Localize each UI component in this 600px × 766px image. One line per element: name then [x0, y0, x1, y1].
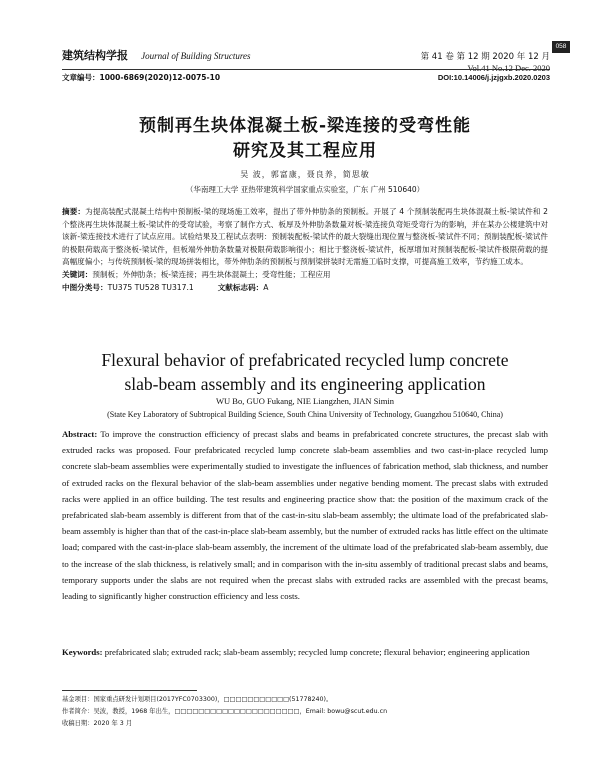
- page-badge: 058: [552, 41, 570, 53]
- title-en: [60, 348, 550, 396]
- abstract-cn-text: 为提高装配式混凝土结构中预制板-梁的现场施工效率，提出了带外伸肋条的预制板。开展了 4 个预制装配再生块体混凝土板-梁试件和 2 个整浇再生块体混凝土板-梁试件的受弯试验，考察了制作方式、板厚及外伸肋条数量对板-梁连接负弯矩受弯行为的影响，并在某办公楼建筑中对该新-梁连接技术进行了试点应用。试验结果及工程试点表明：预制装配板-梁试件的最大裂缝出现位置与整浇板-梁试件不同；预制装配板-梁试件的极限荷载高于整浇板-梁试件，但板端外伸肋条数量对极限荷载影响很小；相比于整浇板-梁试件，板厚增加对预制装配板-梁试件极限荷载的提高幅度偏小；与传统预制板-梁的现场拼装相比，带外伸肋条的预制板与预制梁拼装时无需施工临时支撑，可提高施工效率，节约施工成本。: [62, 207, 548, 267]
- title-en-line2: slab-beam assembly and its engineering application: [124, 374, 486, 394]
- header-rule: [62, 69, 550, 70]
- issue-info-en: Vol.41 No.12 Dec. 2020: [467, 63, 550, 73]
- authors-en: WU Bo, GUO Fukang, NIE Liangzhen, JIAN Simin: [215, 396, 394, 406]
- title-cn: [60, 114, 550, 164]
- journal-name-cn: 建筑结构学报: [62, 49, 128, 62]
- abstract-en-label: Abstract:: [62, 429, 98, 439]
- abstract-cn-label: 摘要：: [62, 207, 86, 216]
- clc-label: 中图分类号：: [62, 282, 108, 292]
- authors-cn: 吴 波，郭富康，聂良养，简思敏: [240, 170, 370, 179]
- doc-code-label: 文献标志码：: [217, 282, 264, 292]
- doc-code-value: A: [263, 282, 269, 292]
- title-cn-line2: 研究及其工程应用: [233, 141, 377, 161]
- keywords-cn: [62, 269, 548, 282]
- doi: DOI:10.14006/j.jzjgxb.2020.0203: [437, 73, 550, 82]
- footnote-rule: [62, 690, 197, 691]
- footnotes: [62, 694, 548, 730]
- abstract-en-text: To improve the construction efficiency of precast slabs and beams in prefabricated concrete structures, the precast slab with extruded racks was proposed. Four prefabricated recycled lump concrete slab-beam assemblies and two cast-in-place recycled lump concrete slab-beam assemblies were experimentally studied to investigate the influences of fabrication method, slab thickness, and number of extruded racks on the flexural behavior of the slab-beam assemblies under negative bending moment. The precast slabs with extruded racks were applied in an office building. The test results and engineering practice show that: the position of the maximum crack of the prefabricated slab-beam assembly is different from that of the cast-in-situ slab-beam assembly; the ultimate load of the prefabricated slab-beam assembly is higher than that of the cast-in-place slab-beam assembly, but the number of extruded racks has little effect on the ultimate load; compared with the cast-in-place slab-beam assembly, the increment of the ultimate load of the prefabricated slab-beam assembly, due to the increase of the slab thickness, is relatively small; and in comparison with the in-situ assembly of traditional precast slabs and beams, temporary supports under the slabs are not required when the precast slabs with extruded racks are assembled with the precast beams, leading to significantly higher construction efficiency and less costs.: [62, 429, 548, 602]
- title-en-line1: Flexural behavior of prefabricated recycled lump concrete: [101, 350, 509, 370]
- affiliation-en: (State Key Laboratory of Subtropical Building Science, South China University of Technology, Guangzhou 510640, China): [107, 410, 503, 419]
- affiliation-cn: （华南理工大学 亚热带建筑科学国家重点实验室，广东 广州 510640）: [185, 185, 425, 194]
- keywords-en-label: Keywords:: [62, 647, 103, 657]
- footnote-author: 作者简介：吴波，教授，1968 年出生，□□□□□□□□□□□□□□□□□□□□□，Email: bowu@scut.edu.cn: [62, 708, 388, 715]
- keywords-en-text: prefabricated slab; extruded rack; slab-beam assembly; recycled lump concrete; flexural behavior; engineering application: [102, 647, 530, 657]
- abstract-cn: [62, 206, 548, 294]
- title-cn-line1: 预制再生块体混凝土板-梁连接的受弯性能: [138, 116, 472, 136]
- footnote-funding: 基金项目：国家重点研发计划项目(2017YFC0703300)，□□□□□□□□□□□(51778240)。: [62, 696, 333, 703]
- abstract-en: [62, 426, 548, 604]
- article-number: 文章编号：1000-6869(2020)12-0075-10: [62, 73, 221, 82]
- footnote-received: 收稿日期：2020 年 3 月: [62, 720, 133, 727]
- clc-value: TU375 TU528 TU317.1: [107, 282, 194, 292]
- classification-cn: [62, 282, 548, 295]
- article-meta: [62, 72, 550, 83]
- keywords-cn-label: 关键词：: [62, 269, 93, 279]
- keywords-cn-text: 预制板；外伸肋条；板-梁连接；再生块体混凝土；受弯性能；工程应用: [92, 269, 331, 279]
- issue-info-cn: 第 41 卷 第 12 期 2020 年 12 月: [420, 52, 550, 62]
- journal-name-en: Journal of Building Structures: [141, 51, 251, 61]
- keywords-en: [62, 645, 548, 661]
